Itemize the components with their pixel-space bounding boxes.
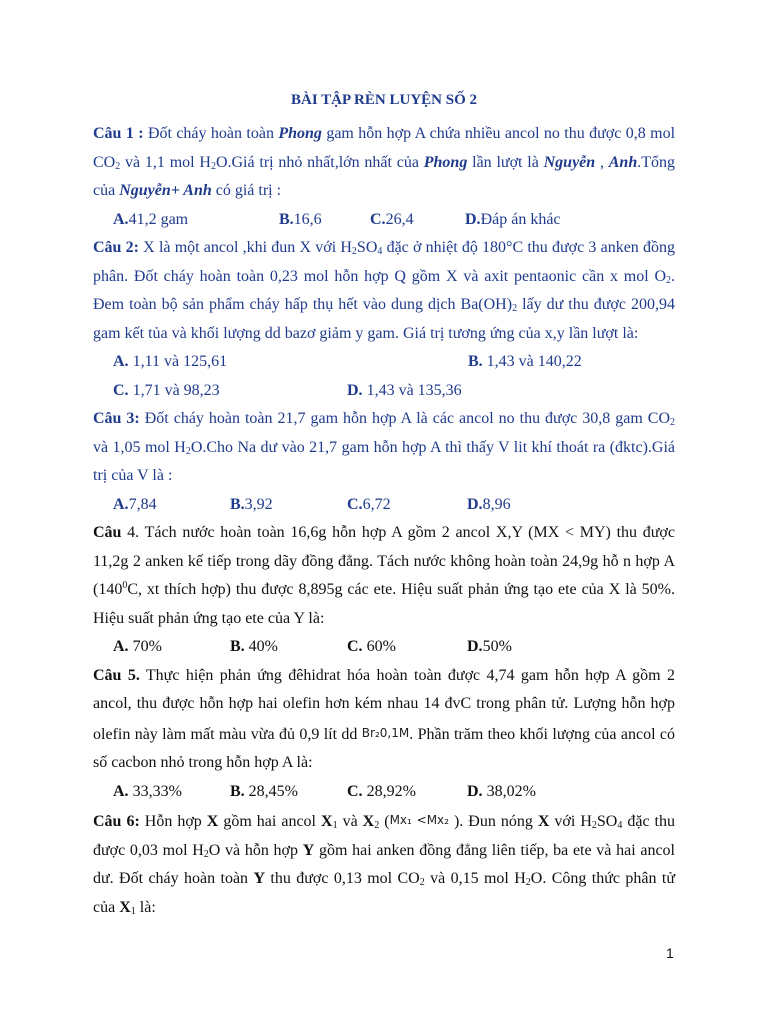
answer-options [93, 377, 675, 406]
option-a[interactable]: A. 1,11 và 125,61 [113, 353, 228, 370]
question-3 [93, 405, 675, 519]
bromine-formula: Br₂0,1M [361, 725, 410, 740]
answer-options [93, 633, 675, 662]
page-title: BÀI TẬP RÈN LUYỆN SỐ 2 [290, 92, 477, 108]
question-1-text: Câu 1 : Đốt cháy hoàn toàn Phong gam hỗn hợp A chứa nhiều ancol no thu được 0,8 mol $CO_2$ và 1,1 mol $H_2O.Giá$ trị nhỏ nhất,lớn nhất của Phong lần lượt là Nguyễn , Anh.Tổng của Nguyễn+ Anh có giá trị : [93, 125, 676, 199]
option-b[interactable]: B. 28,45% [230, 782, 298, 800]
question-6-text: Câu 6: Hỗn hợp X gồm hai ancol $X_1$ và $X_2$ (Mx₁ <Mx₂ ). Đun nóng X với $H_2SO_4$ đặc thu được 0,03 mol $H_2O$ và hỗn hợp Y gồm hai anken đồng đẳng liên tiếp, ba ete và hai ancol dư. Đốt cháy hoàn toàn Y thu được 0,13 mol $CO_2$ và 0,15 mol $H_2O$. Công thức phân tử của $X_1$ là: [93, 813, 675, 917]
question-5-text: Câu 5. Thực hiện phản ứng đêhidrat hóa hoàn toàn được 4,74 gam hỗn hợp A gồm 2 ancol, thu được hỗn hợp hai olefin hơn kém nhau 14 đvC trong phân tử. Lượng hỗn hợp olefin này làm mất màu vừa đủ 0,9 lít dd Br₂0,1M. Phần trăm theo khối lượng của ancol có số cacbon nhỏ trong hỗn hợp A là: [93, 666, 676, 771]
question-label: Câu 5. [93, 666, 140, 684]
question-3-text: Câu 3: Đốt cháy hoàn toàn 21,7 gam hỗn hợp A là các ancol no thu được 30,8 gam $CO_2$ và 1,05 mol $H_2O.Cho$ Na dư vào 21,7 gam hỗn hợp A thì thấy V lit khí thoát ra (đktc).Giá trị của V là : [93, 410, 676, 484]
question-label: Câu 3: [93, 410, 140, 427]
answer-options [93, 778, 675, 807]
molar-mass-formula: Mx₁ <Mx₂ [389, 813, 449, 827]
question-label: Câu 2: [93, 239, 139, 256]
option-a[interactable]: A. 70% [113, 638, 162, 655]
question-label: Câu 1 : [93, 125, 144, 142]
option-d[interactable]: D. 1,43 và 135,36 [347, 381, 462, 399]
option-a[interactable]: A.7,84 [113, 495, 157, 513]
answer-options [93, 206, 675, 235]
option-c[interactable]: C. 1,71 và 98,23 [113, 381, 220, 399]
option-c[interactable]: C. 60% [347, 638, 396, 655]
option-c[interactable]: C. 28,92% [347, 782, 416, 800]
option-b[interactable]: B. 40% [230, 638, 278, 655]
option-d[interactable]: D.Đáp án khác [465, 210, 561, 228]
option-c[interactable]: C.26,4 [370, 210, 414, 228]
option-d[interactable]: D. 38,02% [467, 782, 536, 800]
option-d[interactable]: D.8,96 [467, 495, 511, 513]
option-c[interactable]: C.6,72 [347, 495, 391, 513]
question-5 [93, 662, 675, 807]
question-label: Câu [93, 524, 122, 541]
document-page [93, 90, 675, 922]
option-a[interactable]: A. 33,33% [113, 782, 182, 800]
question-1 [93, 120, 675, 234]
option-a[interactable]: A.41,2 gam [113, 210, 189, 228]
option-d[interactable]: D.50% [467, 638, 512, 655]
question-2-text: Câu 2: X là một ancol ,khi đun X với $H_2SO_4$ đặc ở nhiệt độ 180°C thu được 3 anken đồng phân. Đốt cháy hoàn toàn 0,23 mol hỗn hợp Q gồm X và axit pentaonic cần x mol $O_2$. Đem toàn bộ sản phẩm cháy hấp thụ hết vào dung dịch $Ba(OH)_2$ lấy dư thu được 200,94 gam kết tủa và khối lượng dd bazơ giảm y gam. Giá trị tương ứng của x,y lần lượt là: [93, 239, 676, 342]
option-b[interactable]: B. 1,43 và 140,22 [468, 353, 582, 370]
question-4 [93, 519, 675, 662]
question-4-text: Câu 4. Tách nước hoàn toàn 16,6g hỗn hợp A gồm 2 ancol X,Y (MX < MY) thu được 11,2g 2 anken kế tiếp trong dãy đồng đẳng. Tách nước không hoàn toàn 24,9g hỗ n hợp A ($140^0C$, xt thích hợp) thu được 8,895g các ete. Hiệu suất phản ứng tạo ete của X là 50%. Hiệu suất phản ứng tạo ete của Y là: [93, 524, 675, 627]
answer-options [93, 348, 675, 377]
page-number: 1 [666, 945, 674, 961]
question-6 [93, 806, 675, 922]
answer-options [93, 491, 675, 520]
option-b[interactable]: B.3,92 [230, 495, 273, 513]
question-2 [93, 234, 675, 405]
option-b[interactable]: B.16,6 [279, 210, 322, 228]
question-label: Câu 6: [93, 813, 140, 830]
